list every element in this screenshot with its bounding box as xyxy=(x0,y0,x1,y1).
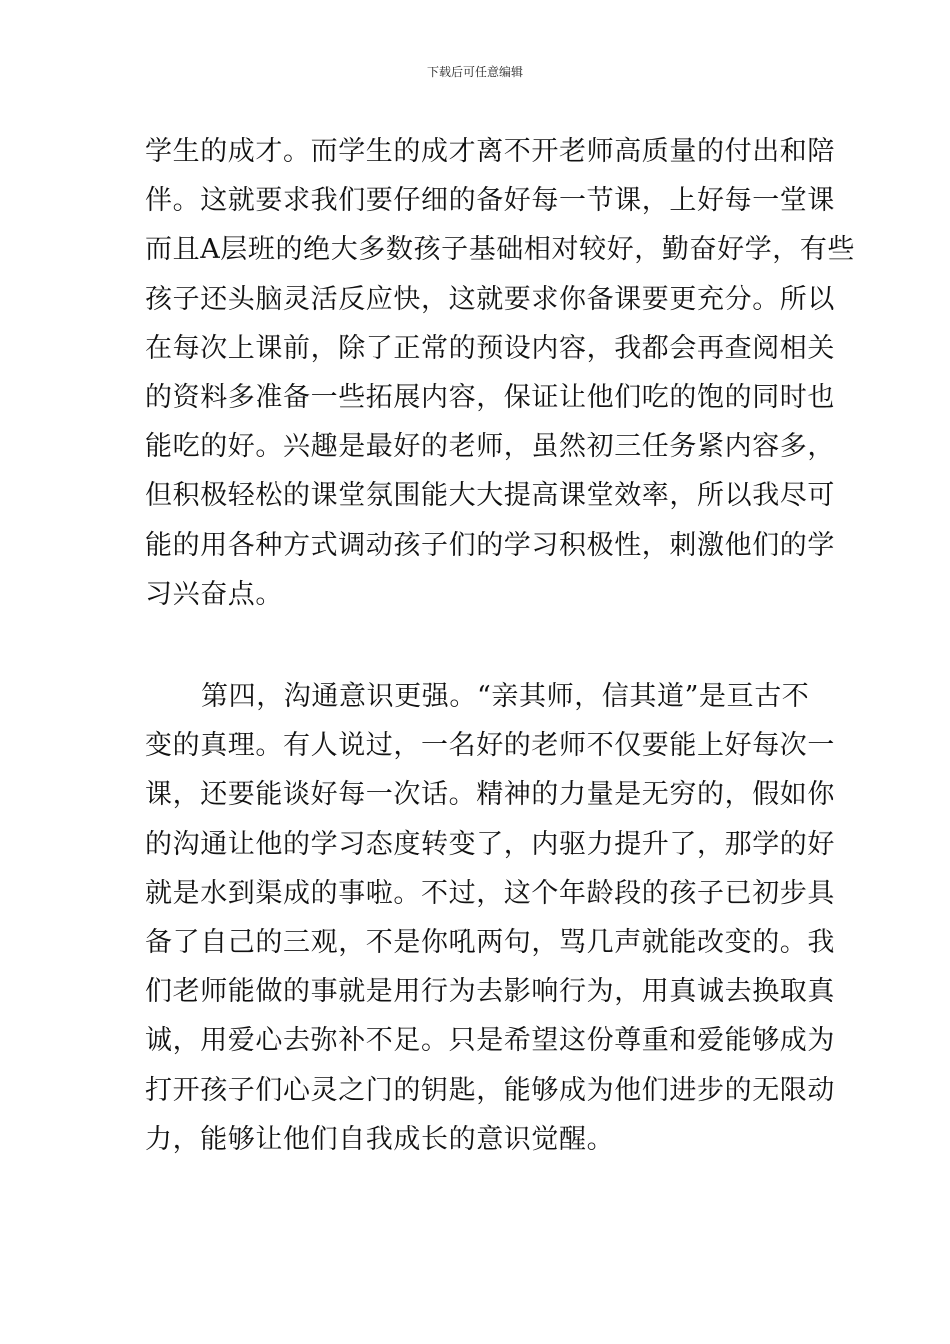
paragraph-2 xyxy=(145,672,835,1164)
paragraph-1 xyxy=(145,127,856,619)
text-line: 课，还要能谈好每一次话。精神的力量是无穷的，假如你 xyxy=(145,779,835,811)
text-line: 的沟通让他的学习态度转变了，内驱力提升了，那学的好 xyxy=(145,828,835,860)
text-line: 诚，用爱心去弥补不足。只是希望这份尊重和爱能够成为 xyxy=(145,1025,835,1057)
text-line: 学生的成才。而学生的成才离不开老师高质量的付出和陪 xyxy=(145,136,835,167)
text-line: 孩子还头脑灵活反应快，这就要求你备课要更充分。所以 xyxy=(145,283,835,315)
text-line: 而且A层班的绝大多数孩子基础相对较好，勤奋好学，有些 xyxy=(145,234,856,266)
text-line: 能的用各种方式调动孩子们的学习积极性，刺激他们的学 xyxy=(145,529,835,561)
page-header: 下载后可任意编辑 xyxy=(426,65,523,79)
text-line: 们老师能做的事就是用行为去影响行为，用真诚去换取真 xyxy=(145,976,835,1008)
text-line: 习兴奋点。 xyxy=(145,578,283,610)
text-line: 但积极轻松的课堂氛围能大大提高课堂效率，所以我尽可 xyxy=(145,480,835,512)
text-line: 第四，沟通意识更强。“亲其师，信其道”是亘古不 xyxy=(201,681,810,712)
text-line: 在每次上课前，除了正常的预设内容，我都会再查阅相关 xyxy=(145,332,835,364)
text-line: 变的真理。有人说过，一名好的老师不仅要能上好每次一 xyxy=(145,730,835,762)
text-line: 的资料多准备一些拓展内容，保证让他们吃的饱的同时也 xyxy=(145,381,835,413)
text-line: 打开孩子们心灵之门的钥匙，能够成为他们进步的无限动 xyxy=(145,1074,835,1106)
text-line: 伴。这就要求我们要仔细的备好每一节课，上好每一堂课 xyxy=(145,185,835,217)
text-line: 力，能够让他们自我成长的意识觉醒。 xyxy=(145,1123,615,1155)
text-line: 备了自己的三观，不是你吼两句，骂几声就能改变的。我 xyxy=(145,926,835,958)
text-line: 能吃的好。兴趣是最好的老师，虽然初三任务紧内容多， xyxy=(145,431,835,463)
text-line: 就是水到渠成的事啦。不过，这个年龄段的孩子已初步具 xyxy=(145,877,835,909)
